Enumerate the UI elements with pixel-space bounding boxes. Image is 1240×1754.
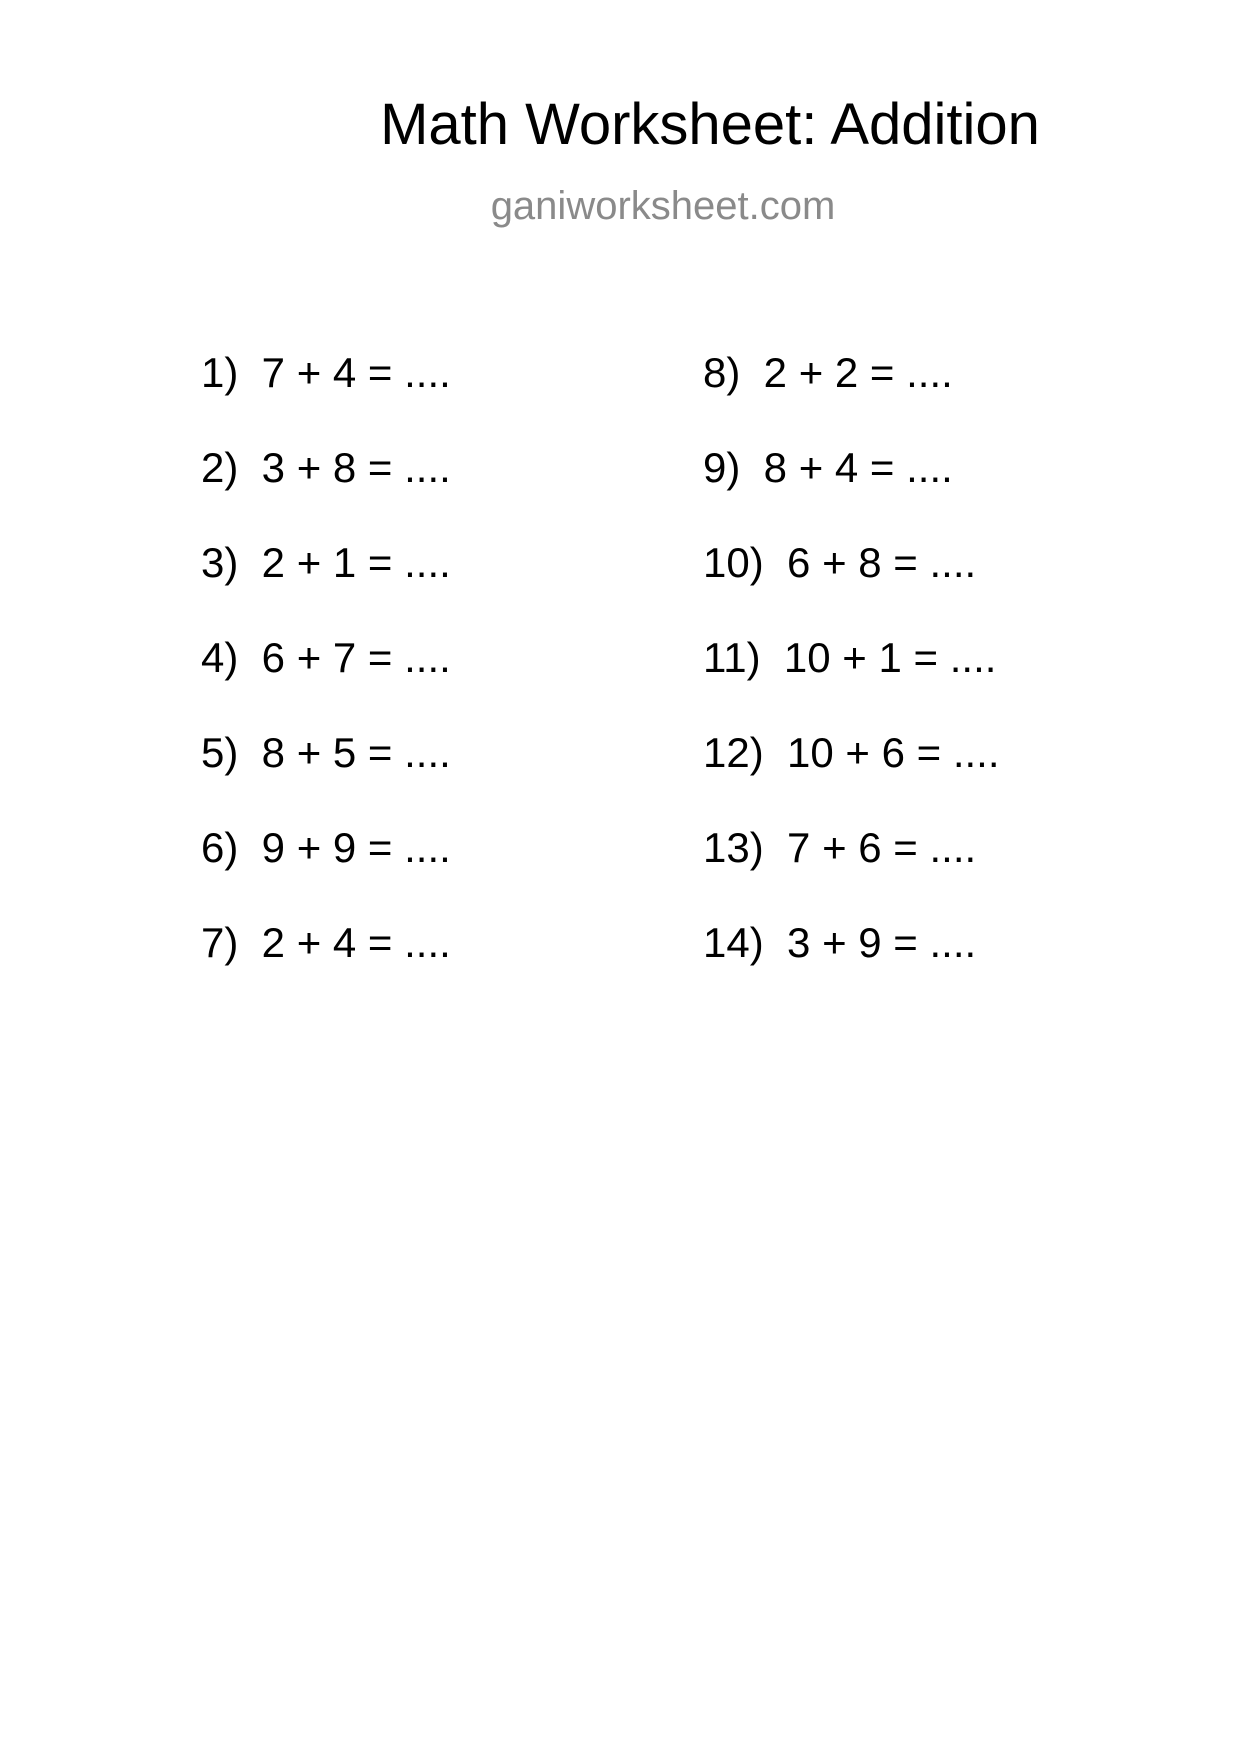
website-credit: ganiworksheet.com xyxy=(490,184,836,228)
problem-item: 3) 2 + 1 = .... xyxy=(201,539,451,586)
problem-item: 14) 3 + 9 = .... xyxy=(703,919,977,966)
problem-item: 13) 7 + 6 = .... xyxy=(703,824,977,871)
problem-item: 12) 10 + 6 = .... xyxy=(703,729,1000,776)
problem-item: 7) 2 + 4 = .... xyxy=(201,919,451,966)
problem-item: 4) 6 + 7 = .... xyxy=(201,634,451,681)
problem-column-right xyxy=(703,349,1000,1017)
problem-item: 11) 10 + 1 = .... xyxy=(703,634,997,681)
problem-column-left xyxy=(201,349,451,1017)
problem-item: 9) 8 + 4 = .... xyxy=(703,444,953,491)
problem-item: 8) 2 + 2 = .... xyxy=(703,349,953,396)
problem-item: 5) 8 + 5 = .... xyxy=(201,729,451,776)
problem-item: 10) 6 + 8 = .... xyxy=(703,539,977,586)
problem-item: 2) 3 + 8 = .... xyxy=(201,444,451,491)
problem-item: 6) 9 + 9 = .... xyxy=(201,824,451,871)
worksheet-title: Math Worksheet: Addition xyxy=(380,92,1040,157)
problem-item: 1) 7 + 4 = .... xyxy=(201,349,451,396)
